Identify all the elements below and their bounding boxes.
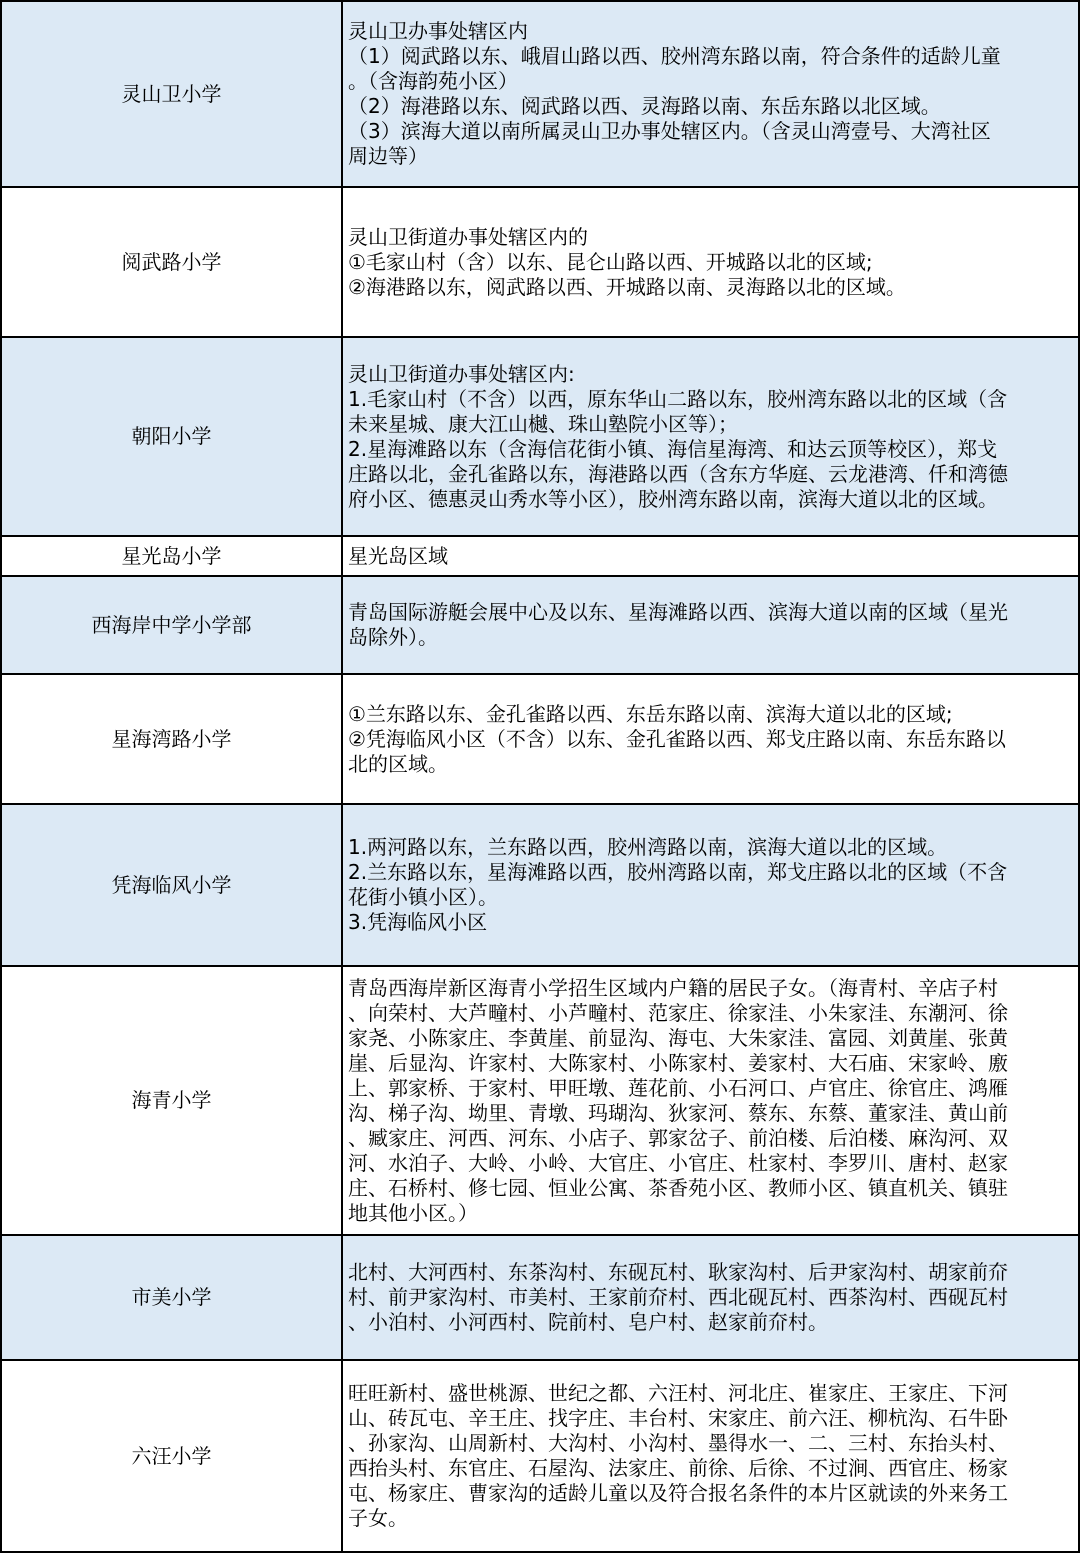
area-text-line: 山、砖瓦屯、辛王庄、找字庄、丰台村、宋家庄、前六汪、柳杭沟、石牛卧	[348, 1406, 1008, 1430]
area-text-line: 家尧、小陈家庄、李黄崖、前显沟、海屯、大朱家洼、富园、刘黄崖、张黄	[348, 1025, 1008, 1050]
area-text-line: 庄、石桥村、修七园、恒业公寓、茶香苑小区、教师小区、镇直机关、镇驻	[348, 1175, 1008, 1200]
area-text-line: 灵山卫街道办事处辖区内:	[348, 361, 575, 386]
area-text-line: 1.两河路以东，兰东路以西，胶州湾路以南，滨海大道以北的区域。	[348, 835, 948, 859]
area-text-line: 沟、梯子沟、坳里、青墩、玛瑚沟、狄家河、蔡东、东蔡、董家洼、黄山前	[348, 1100, 1008, 1125]
school-name-cell: 海青小学	[1, 966, 342, 1235]
table-row	[1, 576, 1079, 674]
table-row	[1, 674, 1079, 804]
table-row	[1, 804, 1079, 966]
area-text-line: 、孙家沟、山周新村、大沟村、小沟村、墨得水一、二、三村、东抬头村、	[348, 1431, 1008, 1455]
school-name-cell: 市美小学	[1, 1235, 342, 1360]
area-text-line: （2）海港路以东、阅武路以西、灵海路以南、东岳东路以北区域。	[348, 94, 941, 118]
area-text-line: 庄路以北，金孔雀路以东，海港路以西（含东方华庭、云龙港湾、仟和湾德	[348, 461, 1008, 486]
enrollment-area-cell	[342, 1235, 1079, 1360]
area-text-line: 青岛西海岸新区海青小学招生区域内户籍的居民子女。（海青村、辛店子村	[348, 975, 998, 1000]
area-text-line: （3）滨海大道以南所属灵山卫办事处辖区内。（含灵山湾壹号、大湾社区	[348, 119, 991, 143]
area-text-line: 灵山卫街道办事处辖区内的	[348, 224, 588, 249]
enrollment-area-cell	[342, 966, 1079, 1235]
area-text-line: 旺旺新村、盛世桃源、世纪之都、六汪村、河北庄、崔家庄、王家庄、下河	[348, 1381, 1008, 1405]
area-text-line: 星光岛区域	[348, 543, 448, 568]
school-name-cell: 西海岸中学小学部	[1, 576, 342, 674]
area-text-line: ②凭海临风小区（不含）以东、金孔雀路以西、郑戈庄路以南、东岳东路以	[348, 726, 1006, 751]
table-row	[1, 1235, 1079, 1360]
area-text-line: 子女。	[348, 1506, 408, 1530]
area-text-line: （1）阅武路以东、峨眉山路以西、胶州湾东路以南，符合条件的适龄儿童	[348, 44, 1001, 68]
area-text-line: 、小泊村、小河西村、院前村、皂户村、赵家前夼村。	[348, 1310, 828, 1334]
area-text-line: 岛除外）。	[348, 625, 438, 649]
area-text-line: 2.星海滩路以东（含海信花街小镇、海信星海湾、和达云顶等校区），郑戈	[348, 436, 998, 461]
area-text-line: 崖、后显沟、许家村、大陈家村、小陈家村、姜家村、大石庙、宋家岭、廒	[348, 1050, 1008, 1075]
area-text-line: 屯、杨家庄、曹家沟的适龄儿童以及符合报名条件的本片区就读的外来务工	[348, 1481, 1008, 1505]
area-text-line: 灵山卫办事处辖区内	[348, 19, 528, 43]
area-text-line: 周边等）	[348, 144, 428, 168]
area-text-line: 未来星城、康大江山樾、珠山塾院小区等）；	[348, 411, 738, 436]
area-text-line: 。（含海韵苑小区）	[348, 69, 518, 93]
school-name-cell: 星光岛小学	[1, 536, 342, 576]
area-text-line: 2.兰东路以东，星海滩路以西，胶州湾路以南，郑戈庄路以北的区域（不含	[348, 860, 1008, 884]
area-text-line: 青岛国际游艇会展中心及以东、星海滩路以西、滨海大道以南的区域（星光	[348, 600, 1008, 624]
area-text-line: 3.凭海临风小区	[348, 910, 488, 934]
area-text-line: 上、郭家桥、于家村、甲旺墩、莲花前、小石河口、卢官庄、徐官庄、鸿雁	[348, 1075, 1008, 1100]
table-row	[1, 337, 1079, 536]
area-text-line: 、臧家庄、河西、河东、小店子、郭家岔子、前泊楼、后泊楼、麻沟河、双	[348, 1125, 1008, 1150]
table-body	[1, 1, 1079, 1552]
area-text-line: 地其他小区。）	[348, 1200, 478, 1225]
enrollment-area-cell	[342, 1, 1079, 187]
enrollment-area-cell	[342, 576, 1079, 674]
area-text-line: 花街小镇小区）。	[348, 885, 498, 909]
enrollment-area-cell	[342, 536, 1079, 576]
area-text-line: ①兰东路以东、金孔雀路以西、东岳东路以南、滨海大道以北的区域;	[348, 701, 953, 726]
area-text-line: 府小区、德惠灵山秀水等小区），胶州湾东路以南，滨海大道以北的区域。	[348, 486, 998, 511]
area-text-line: 村、前尹家沟村、市美村、王家前夼村、西北砚瓦村、西茶沟村、西砚瓦村	[348, 1285, 1008, 1309]
area-text-line: ①毛家山村（含）以东、昆仑山路以西、开城路以北的区域;	[348, 249, 873, 274]
area-text-line: 1.毛家山村（不含）以西，原东华山二路以东，胶州湾东路以北的区域（含	[348, 386, 1008, 411]
area-text-line: ②海港路以东，阅武路以西、开城路以南、灵海路以北的区域。	[348, 274, 906, 299]
enrollment-area-cell	[342, 804, 1079, 966]
table-row	[1, 1, 1079, 187]
table-row	[1, 966, 1079, 1235]
enrollment-area-cell	[342, 337, 1079, 536]
school-name-cell: 六汪小学	[1, 1360, 342, 1552]
area-text-line: 北村、大河西村、东茶沟村、东砚瓦村、耿家沟村、后尹家沟村、胡家前夼	[348, 1260, 1008, 1284]
enrollment-area-cell	[342, 187, 1079, 337]
area-text-line: 河、水泊子、大岭、小岭、大官庄、小官庄、杜家村、李罗川、唐村、赵家	[348, 1150, 1008, 1175]
area-text-line: 西抬头村、东官庄、石屋沟、法家庄、前徐、后徐、不过涧、西官庄、杨家	[348, 1456, 1008, 1480]
table-row	[1, 1360, 1079, 1552]
school-name-cell: 灵山卫小学	[1, 1, 342, 187]
school-name-cell: 阅武路小学	[1, 187, 342, 337]
table-row	[1, 536, 1079, 576]
area-text-line: 、向荣村、大芦疃村、小芦疃村、范家庄、徐家洼、小朱家洼、东潮河、徐	[348, 1000, 1008, 1025]
area-text-line: 北的区域。	[348, 751, 448, 776]
school-name-cell: 朝阳小学	[1, 337, 342, 536]
enrollment-area-cell	[342, 674, 1079, 804]
school-name-cell: 星海湾路小学	[1, 674, 342, 804]
school-name-cell: 凭海临风小学	[1, 804, 342, 966]
enrollment-area-cell	[342, 1360, 1079, 1552]
table-row	[1, 187, 1079, 337]
